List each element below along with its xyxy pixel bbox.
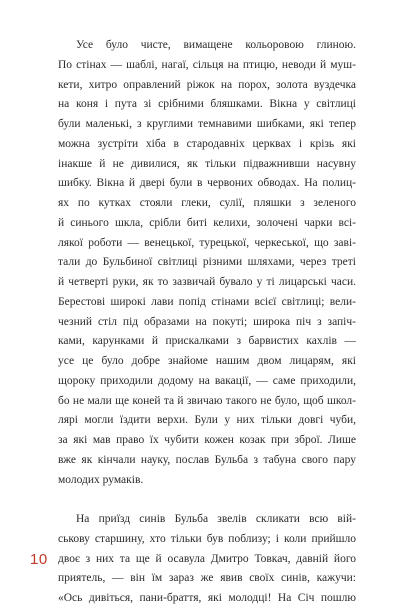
text-line: шибку. Вікна й двері були в червоних обводах. На полиц-	[58, 177, 356, 190]
text-line: були маленькі, з круглими темнавими шибками, які тепер	[58, 118, 356, 130]
text-line: Усе було чисте, вимащене кольоровою глиною.	[76, 39, 356, 51]
paragraph-gap	[58, 490, 356, 510]
text-line: «Ось дивіться, пани-браття, які молодці! На Січ пошлю	[58, 592, 356, 604]
text-line: двоє з них та ще й осавула Дмитро Товкач, давній його	[58, 552, 356, 565]
text-line: вже як кінчали науку, послав Бульба з табуна свого пару	[58, 453, 356, 466]
text-line: й четверті руки, як то зазвичай бувало у ті лицарські часи.	[58, 276, 356, 288]
text-line: усе це було добре знайоме нашим двом лицарям, які	[58, 355, 356, 367]
text-line: кети, хитро оправлений ріжок на порох, золота вуздечка	[58, 78, 356, 91]
text-line: бо не мали ще коней та й звичаю такого не було, щоб школ-	[58, 394, 356, 407]
body-text	[58, 36, 356, 609]
text-line: молодих румаків.	[58, 473, 144, 486]
text-line: По стінах — шаблі, нагаї, сільця на птицю, неводи й муш-	[58, 58, 356, 71]
text-line: ськову старшину, хто тільки був поблизу; і коли прийшло	[58, 532, 356, 545]
page-number: 10	[30, 551, 48, 568]
text-line: Берестові широкі лави попід стінами всієї світлиці; вели-	[58, 295, 356, 308]
text-line: тали до Бульбиної світлиці різними шляхами, через треті	[58, 256, 356, 269]
text-line: лякої роботи — венецької, турецької, черкеської, що заві-	[58, 236, 356, 249]
text-line: ях по кутках стояли глеки, сулії, пляшки з зеленого	[58, 197, 356, 209]
text-line: за які мав право їх чубити кожен козак при зброї. Лише	[58, 434, 356, 446]
text-line: можна зустріти хіба в стародавніх церквах і крізь які	[58, 137, 356, 150]
text-line: лярі могли їздити верхи. Були у них тільки довгі чуби,	[58, 414, 356, 427]
text-line: інакше й не дивилися, як тільки підважнивши насувну	[58, 157, 356, 170]
text-line: щороку приходили додому на вакації, — саме приходили,	[58, 374, 356, 387]
text-line: на коня і пута зі срібними бляшками. Вікна у світлиці	[58, 98, 356, 111]
text-line: й синього шкла, срібли биті келихи, золочені чарки всі-	[58, 216, 356, 229]
text-line: чезний стіл під образами на покуті; широка піч з запіч-	[58, 315, 356, 328]
text-line: На приїзд синів Бульба звелів скликати всю вій-	[76, 513, 356, 525]
text-line: ками, карунками й прискалками з барвистих кахлів —	[58, 335, 356, 348]
text-line: приятель, — він їм зараз же явив своїх синів, кажучи:	[58, 572, 356, 585]
